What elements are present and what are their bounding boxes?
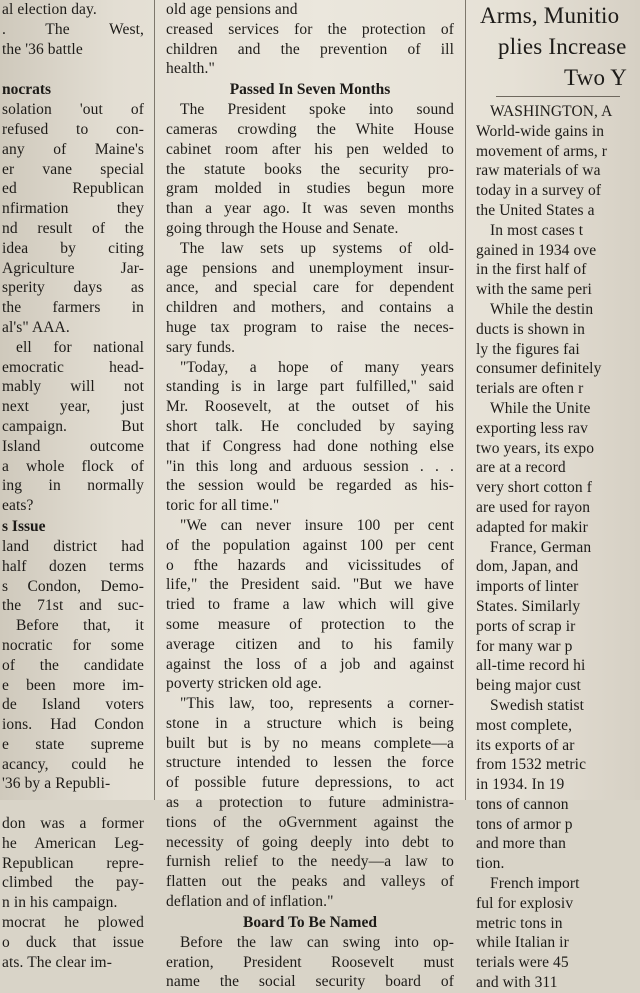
text-line: [2, 59, 144, 79]
text-line: stone in a structure which is being: [166, 714, 454, 732]
text-line: are at a record: [476, 459, 566, 477]
text-line: average citizen and to his family: [166, 635, 454, 653]
text-line: ats. The clear im-: [2, 953, 112, 971]
text-line: going through the House and Senate.: [166, 219, 399, 237]
text-line: name the social security board of: [166, 973, 454, 991]
text-line: ions. Had Condon: [2, 716, 144, 734]
text-line: consumer definitely: [476, 360, 602, 378]
text-line: ed Republican: [2, 180, 144, 198]
text-line: The law sets up systems of old-: [180, 239, 454, 257]
text-line: campaign. But: [2, 417, 144, 435]
text-line: The President spoke into sound: [180, 101, 454, 119]
text-line: France, German: [490, 538, 592, 556]
text-line: nd result of the: [2, 219, 144, 237]
text-line: all-time record hi: [476, 657, 586, 675]
text-line: the '36 battle: [2, 40, 83, 58]
text-line: dom, Japan, and: [476, 558, 579, 576]
text-line: e been more im-: [2, 676, 144, 694]
text-line: tried to frame a law which will give: [166, 596, 454, 614]
text-line: gained in 1934 ove: [476, 241, 597, 259]
text-line: while Italian ir: [476, 934, 569, 952]
text-line: In most cases t: [490, 221, 584, 239]
text-line: are used for rayon: [476, 498, 591, 516]
section-subhead: nocrats: [2, 81, 52, 99]
text-line: French import: [490, 875, 580, 893]
text-line: o fthe hazards and vicissitudes of: [166, 556, 454, 574]
middle-column: [160, 0, 460, 991]
text-line: adapted for makir: [476, 518, 588, 536]
text-line: flatten out the peaks and valleys of: [166, 873, 454, 891]
text-line: necessity of going deeply into debt to: [166, 833, 454, 851]
text-line: "This law, too, represents a corner-: [180, 695, 454, 713]
text-line: that if Congress had done nothing else: [166, 437, 454, 455]
text-line: of possible future depressions, to act: [166, 774, 454, 792]
section-subhead: s Issue: [2, 517, 46, 535]
text-line: furnish relief to the needy—a law to: [166, 853, 454, 871]
subhead-passed-in-seven-months: Passed In Seven Months: [229, 81, 391, 99]
text-line: al election day.: [2, 1, 97, 18]
text-line: and with 311: [476, 974, 558, 992]
text-line: solation 'out of: [2, 101, 144, 119]
text-line: terials were 45: [476, 954, 569, 972]
left-column: [0, 0, 150, 971]
text-line: land district had: [2, 537, 144, 555]
text-line: the session would be regarded as his-: [166, 477, 454, 495]
text-line: most complete,: [476, 716, 573, 734]
text-line: don was a former: [2, 815, 144, 833]
text-line: with the same peri: [476, 281, 592, 299]
text-line: children and the prevention of ill: [166, 40, 454, 58]
text-line: WASHINGTON, A: [490, 103, 613, 120]
text-line: terials are often r: [476, 380, 584, 398]
text-line: in the first half of: [476, 261, 587, 279]
text-line: against the loss of a job and against: [166, 655, 454, 673]
text-line: mably will not: [2, 378, 144, 396]
text-line: standing is in large part fulfilled," said: [166, 378, 454, 396]
text-line: s Condon, Demo-: [2, 577, 144, 595]
text-line: life," the President said. "But we have: [166, 576, 454, 594]
text-line: ducts is shown in: [476, 320, 585, 338]
text-line: ell for national: [16, 338, 144, 356]
text-line: nfirmation they: [2, 200, 144, 218]
text-line: eats?: [2, 497, 34, 515]
text-line: two years, its expo: [476, 439, 595, 457]
text-line: "Today, a hope of many years: [180, 358, 454, 376]
text-line: age pensions and unemployment insur-: [166, 259, 454, 277]
text-line: half dozen terms: [2, 557, 144, 575]
text-line: cameras crowding the White House: [166, 120, 454, 138]
text-line: imports of linter: [476, 578, 579, 596]
text-line: States. Similarly: [476, 597, 581, 615]
text-line: While the destin: [490, 300, 594, 318]
text-line: very short cotton f: [476, 479, 592, 497]
text-line: as a protection to future administra-: [166, 794, 454, 812]
text-line: any of Maine's: [2, 140, 144, 158]
text-line: the 71st and suc-: [2, 597, 144, 615]
text-line: its exports of ar: [476, 736, 575, 754]
text-line: Island outcome: [2, 437, 144, 455]
text-line: metric tons in: [476, 914, 563, 932]
text-line: While the Unite: [490, 399, 591, 417]
text-line: from 1532 metric: [476, 756, 587, 774]
text-line: old age pensions and: [166, 1, 298, 18]
text-line: tons of armor p: [476, 815, 573, 833]
text-line: Swedish statist: [490, 696, 585, 714]
text-line: idea by citing: [2, 239, 144, 257]
text-line: toric for all time.": [166, 497, 280, 515]
text-line: climbed the pay-: [2, 874, 144, 892]
headline-line: Two Y: [564, 65, 628, 90]
text-line: than a year ago. It was seven months: [166, 200, 454, 218]
text-line: tions of the oGvernment against the: [166, 813, 454, 831]
text-line: the statute books the security pro-: [166, 160, 454, 178]
text-line: eration, President Roosevelt must: [166, 953, 454, 971]
text-line: ing in normally: [2, 477, 144, 495]
text-line: nocratic for some: [2, 636, 144, 654]
text-line: children and mothers, and contains a: [166, 299, 454, 317]
text-line: ports of scrap ir: [476, 617, 576, 635]
text-line: emocratic head-: [2, 358, 144, 376]
text-line: acancy, could he: [2, 755, 144, 773]
text-line: o duck that issue: [2, 933, 144, 951]
text-line: tion.: [476, 855, 505, 873]
text-line: "in this long and arduous session . . .: [166, 457, 454, 475]
text-line: er vane special: [2, 160, 144, 178]
text-line: Republican repre-: [2, 854, 144, 872]
text-line: Before the law can swing into op-: [180, 933, 454, 951]
text-line: poverty stricken old age.: [166, 675, 322, 693]
text-line: ly the figures fai: [476, 340, 580, 358]
subhead-board-to-be-named: Board To Be Named: [243, 913, 377, 931]
text-line: Agriculture Jar-: [2, 259, 144, 277]
text-line: gram molded in studies begun more: [166, 180, 454, 198]
text-line: World-wide gains in: [476, 122, 605, 140]
text-line: tons of cannon: [476, 795, 569, 813]
column-rule: [154, 0, 155, 800]
text-line: short talk. He concluded by saying: [166, 417, 454, 435]
text-line: refused to con-: [2, 120, 144, 138]
text-line: some measure of protection to the: [166, 615, 454, 633]
text-line: Before that, it: [16, 617, 144, 635]
text-line: sperity days as: [2, 279, 144, 297]
text-line: deflation and of inflation.": [166, 893, 334, 911]
text-line: al's" AAA.: [2, 318, 70, 336]
text-line: exporting less rav: [476, 419, 588, 437]
text-line: being major cust: [476, 677, 581, 695]
headline-line: Arms, Munitio: [480, 3, 620, 28]
text-line: mocrat he plowed: [2, 914, 144, 932]
column-rule: [465, 0, 466, 800]
text-line: built but is by no means complete—a: [166, 734, 454, 752]
text-line: he American Leg-: [2, 834, 144, 852]
right-column: [470, 0, 640, 992]
text-line: structure intended to lessen the force: [166, 754, 454, 772]
text-line: raw materials of wa: [476, 162, 601, 180]
text-line: in 1934. In 19: [476, 776, 565, 794]
text-line: movement of arms, r: [476, 142, 608, 160]
text-line: '36 by a Republi-: [2, 775, 111, 793]
text-line: and more than: [476, 835, 566, 853]
text-line: ance, and special care for dependent: [166, 279, 454, 297]
text-line: creased services for the protection of: [166, 20, 454, 38]
text-line: for many war p: [476, 637, 573, 655]
text-line: the United States a: [476, 201, 595, 219]
text-line: today in a survey of: [476, 182, 602, 200]
text-line: e state supreme: [2, 735, 144, 753]
text-line: huge tax program to raise the neces-: [166, 318, 454, 336]
text-line: of the candidate: [2, 656, 144, 674]
text-line: of the population against 100 per cent: [166, 536, 454, 554]
text-line: [2, 794, 144, 814]
text-line: sary funds.: [166, 338, 236, 356]
headline-line: plies Increase: [498, 34, 627, 59]
text-line: . The West,: [2, 20, 144, 38]
text-line: de Island voters: [2, 696, 144, 714]
text-line: cabinet room after his pen welded to: [166, 140, 454, 158]
text-line: the farmers in: [2, 299, 144, 317]
text-line: a whole flock of: [2, 457, 144, 475]
text-line: health.": [166, 60, 215, 78]
text-line: Mr. Roosevelt, at the outset of his: [166, 398, 454, 416]
text-line: n in his campaign.: [2, 894, 118, 912]
text-line: next year, just: [2, 398, 144, 416]
text-line: "We can never insure 100 per cent: [180, 516, 454, 534]
text-line: ful for explosiv: [476, 894, 574, 912]
headline-rule: [496, 96, 620, 97]
